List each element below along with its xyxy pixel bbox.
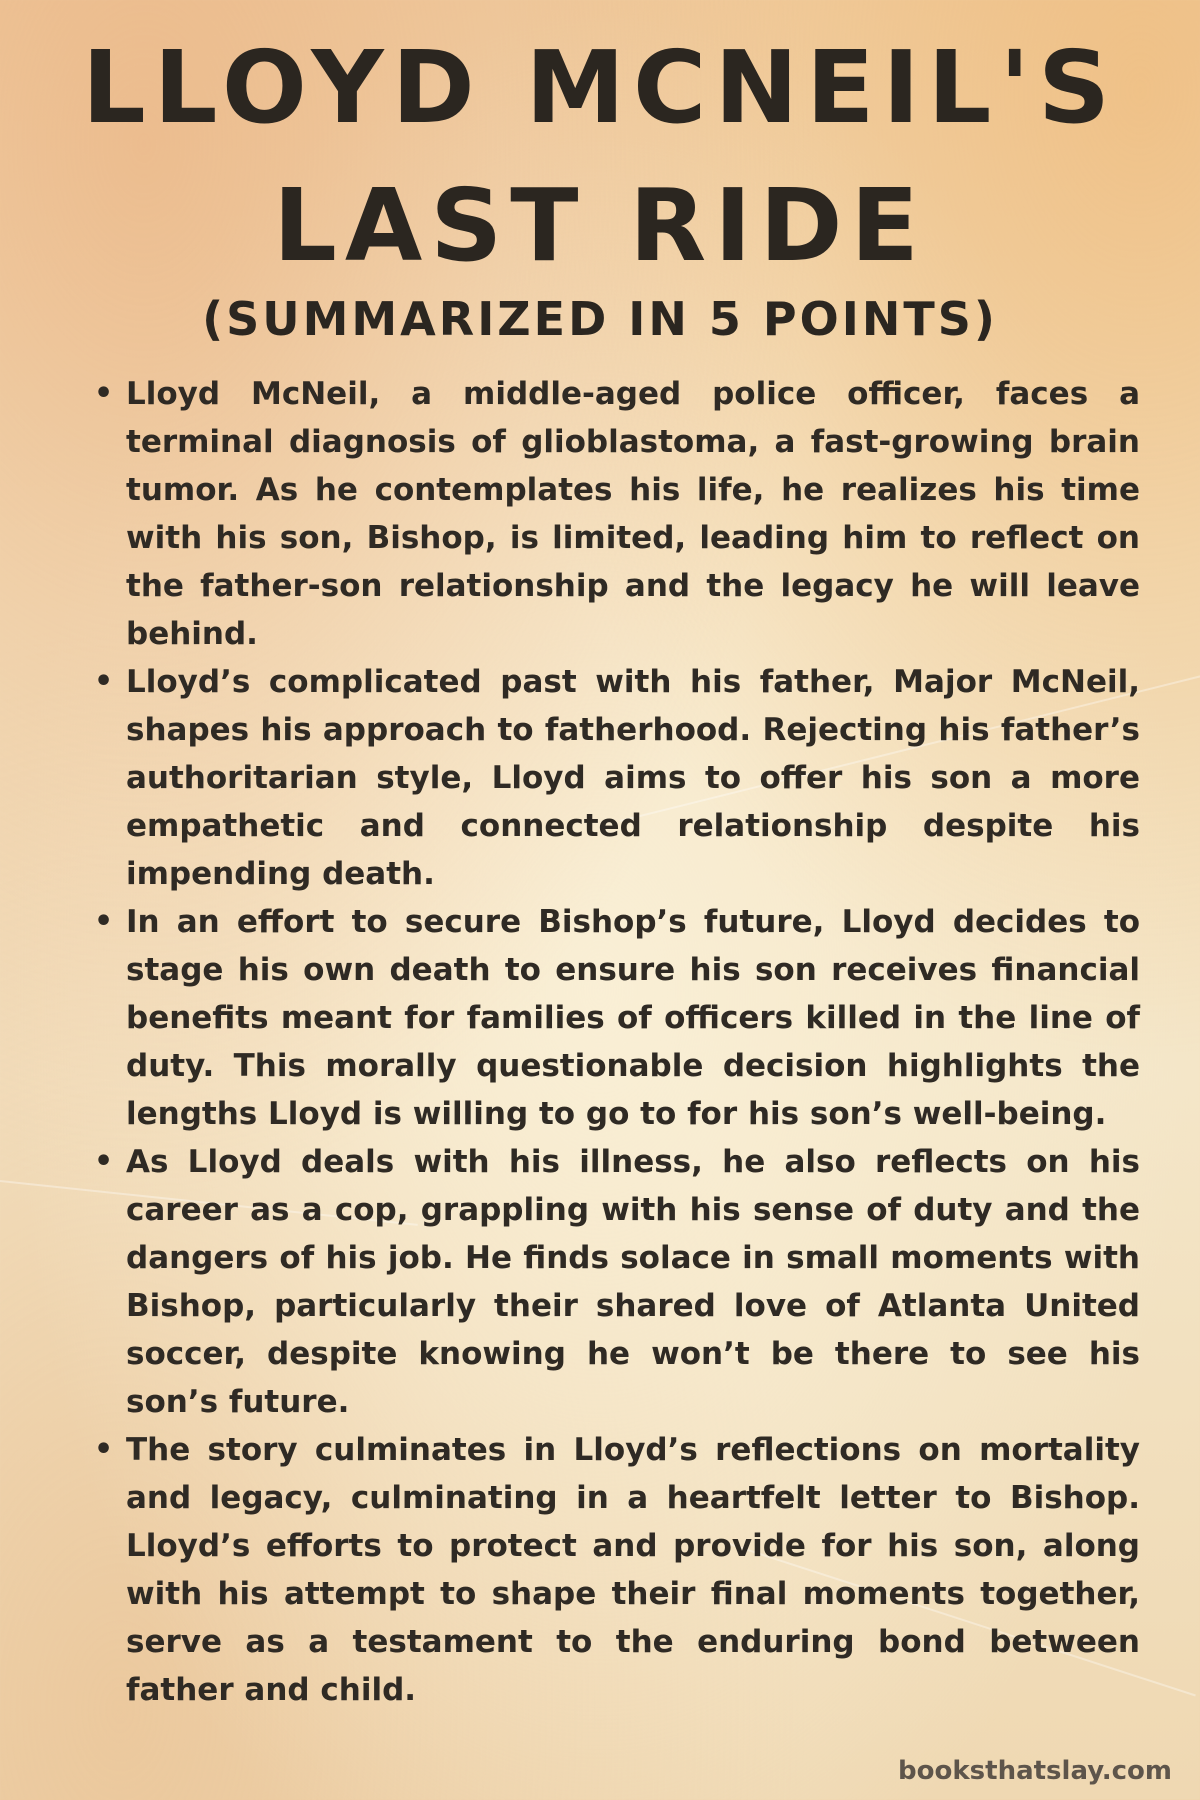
summary-point — [92, 898, 1140, 1138]
bullet-icon: • — [94, 1432, 114, 1467]
title-line-2: LAST RIDE — [273, 167, 927, 284]
summary-point — [92, 1138, 1140, 1426]
bullet-icon: • — [94, 376, 114, 411]
summary-point-text: Lloyd McNeil, a middle-aged police officer, faces a terminal diagnosis of glioblastoma, a fast-growing brain tumor. As he contemplates his life, he realizes his time with his son, Bishop, is limited, leading him to reflect on the father-son relationship and the legacy he will leave behind. — [126, 376, 1140, 652]
summary-point-text: As Lloyd deals with his illness, he also reflects on his career as a cop, grappling with his sense of duty and the dangers of his job. He finds solace in small moments with Bishop, particularly their shared love of Atlanta United soccer, despite knowing he won’t be there to see his son’s future. — [126, 1144, 1140, 1420]
summary-point-text: The story culminates in Lloyd’s reflections on mortality and legacy, culminating in a heartfelt letter to Bishop. Lloyd’s efforts to protect and provide for his son, along with his attempt to shape their final moments together, serve as a testament to the enduring bond between father and child. — [126, 1432, 1140, 1708]
summary-point-text: Lloyd’s complicated past with his father, Major McNeil, shapes his approach to fatherhood. Rejecting his father’s authoritarian style, Lloyd aims to offer his son a more empathetic and connected relationship despite his impending death. — [126, 664, 1140, 892]
bullet-icon: • — [94, 904, 114, 939]
bullet-icon: • — [94, 664, 114, 699]
bullet-icon: • — [94, 1144, 114, 1179]
summary-point — [92, 658, 1140, 898]
title-line-1: LLOYD MCNEIL'S — [81, 29, 1119, 146]
summary-point — [92, 1426, 1140, 1714]
subtitle: (SUMMARIZED IN 5 POINTS) — [202, 292, 998, 346]
summary-points-list — [92, 370, 1140, 1714]
summary-point-text: In an effort to secure Bishop’s future, Lloyd decides to stage his own death to ensure his son receives financial benefits meant for families of officers killed in the line of duty. This morally questionable decision highlights the lengths Lloyd is willing to go to for his son’s well-being. — [126, 904, 1140, 1132]
summary-point — [92, 370, 1140, 658]
site-watermark: booksthatslay.com — [898, 1756, 1172, 1786]
